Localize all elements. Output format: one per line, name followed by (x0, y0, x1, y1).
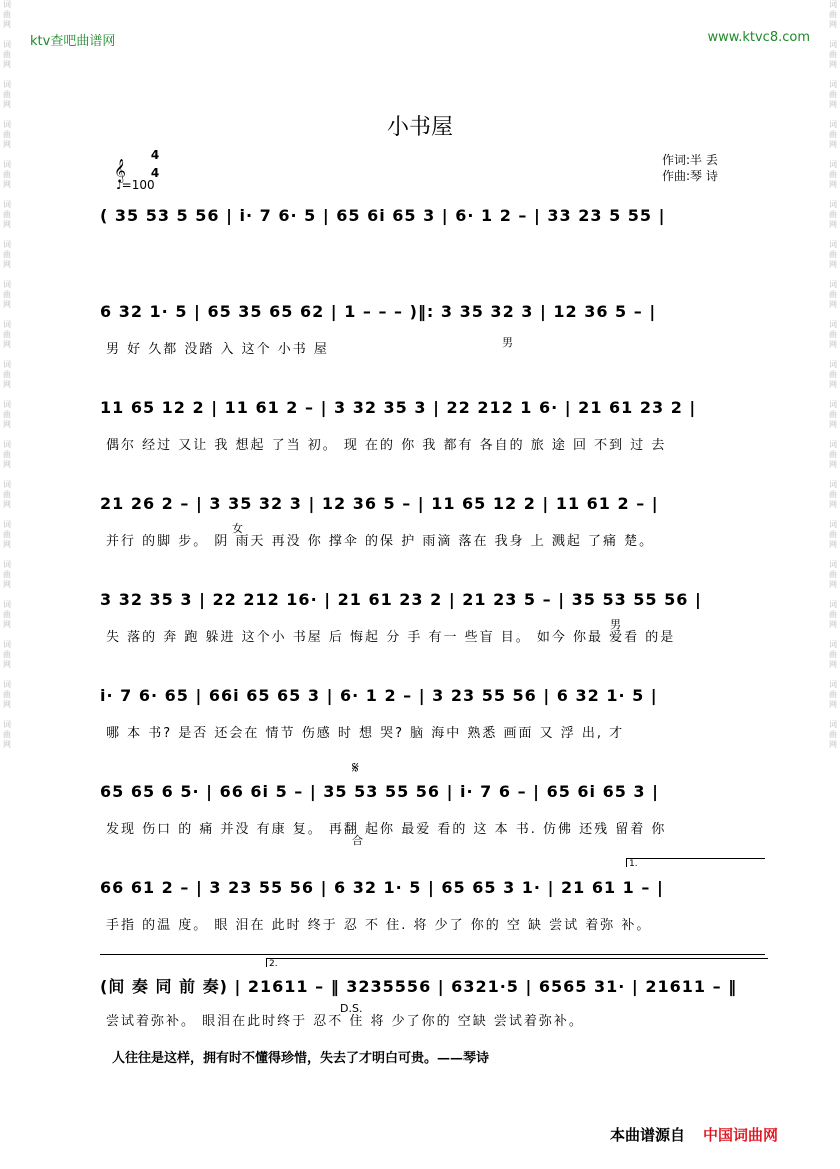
score-row (100, 758, 765, 847)
watermark-text: 词曲网 (829, 440, 837, 469)
notation: 6 32 1· 5 | 65 35 65 62 | 1 – – – )‖: 3 35 32 3 | 12 36 5 – | (100, 302, 657, 321)
watermark-text: 词曲网 (3, 520, 11, 549)
watermark-text: 词曲网 (829, 40, 837, 69)
score-row (100, 494, 765, 554)
section-divider (100, 954, 765, 955)
watermark-left (0, 0, 14, 1169)
watermark-text: 词曲网 (829, 160, 837, 189)
score-row (100, 959, 765, 1034)
watermark-text: 词曲网 (3, 600, 11, 629)
watermark-text: 词曲网 (829, 80, 837, 109)
score-row (100, 302, 765, 362)
time-sig-bottom: 4 (150, 166, 160, 180)
watermark-text: 词曲网 (3, 400, 11, 429)
watermark-text: 词曲网 (829, 280, 837, 309)
watermark-text: 词曲网 (3, 280, 11, 309)
score-row (100, 398, 765, 458)
watermark-right (826, 0, 840, 1169)
watermark-text: 词曲网 (829, 360, 837, 389)
watermark-text: 词曲网 (829, 480, 837, 509)
watermark-text: 词曲网 (3, 360, 11, 389)
lyrics: 偶尔 经过 又让 我 想起 了当 初。 现 在的 你 我 都有 各自的 旅 途 回 不到 过 去 (106, 438, 667, 453)
watermark-text: 词曲网 (829, 560, 837, 589)
lyrics: 手指 的温 度。 眼 泪在 此时 终于 忍 不 住. 将 少了 你的 空 缺 尝试 着弥 补。 (106, 918, 652, 933)
footer-quote: 人往往是这样，拥有时不懂得珍惜，失去了才明白可贵。——琴诗 (112, 1051, 490, 1066)
watermark-text: 词曲网 (829, 240, 837, 269)
male-mark: 男 (610, 618, 621, 631)
lyrics: 哪 本 书? 是否 还会在 情节 伤感 时 想 哭? 脑 海中 熟悉 画面 又 浮 出, 才 (106, 726, 625, 741)
watermark-text: 词曲网 (3, 560, 11, 589)
lyricist: 作词:半 丢 (662, 153, 718, 167)
time-sig-top: 4 (150, 148, 160, 162)
watermark-text: 词曲网 (3, 320, 11, 349)
tempo-marking: ♩=100 (116, 178, 155, 192)
score-row (100, 686, 765, 746)
lyrics: 发现 伤口 的 痛 并没 有康 复。 再翻 起你 最爱 看的 这 本 书. 仿佛 还残 留着 你 (106, 822, 667, 837)
lyrics: 并行 的脚 步。 阴 雨天 再没 你 撑伞 的保 护 雨滴 落在 我身 上 溅起 了痛 楚。 (106, 534, 655, 549)
together-mark: 合 (352, 834, 363, 847)
watermark-text: 词曲网 (3, 440, 11, 469)
treble-clef-icon: 𝄞 (114, 158, 126, 182)
watermark-text: 词曲网 (3, 480, 11, 509)
watermark-text: 词曲网 (3, 240, 11, 269)
watermark-text: 词曲网 (829, 200, 837, 229)
watermark-text: 词曲网 (3, 40, 11, 69)
watermark-text: 词曲网 (3, 640, 11, 669)
notation: 21 26 2 – | 3 35 32 3 | 12 36 5 – | 11 65 12 2 | 11 61 2 – | (100, 494, 659, 513)
header-site-left[interactable]: ktv查吧曲谱网 (30, 34, 116, 49)
watermark-text: 词曲网 (829, 120, 837, 149)
watermark-text: 词曲网 (3, 0, 11, 29)
notation: 66 61 2 – | 3 23 55 56 | 6 32 1· 5 | 65 65 3 1· | 21 61 1 – | (100, 878, 664, 897)
watermark-text: 词曲网 (829, 520, 837, 549)
watermark-text: 词曲网 (829, 400, 837, 429)
credits (662, 152, 718, 184)
notation: 3 32 35 3 | 22 212 16· | 21 61 23 2 | 21 23 5 – | 35 53 55 56 | (100, 590, 702, 609)
female-mark: 女 (232, 522, 243, 535)
watermark-text: 词曲网 (3, 120, 11, 149)
watermark-text: 词曲网 (3, 80, 11, 109)
watermark-text: 词曲网 (3, 680, 11, 709)
ds-mark: D.S. (340, 1002, 363, 1015)
lyrics: 尝试着弥补。 眼泪在此时终于 忍不 住 将 少了你的 空缺 尝试着弥补。 (106, 1014, 584, 1029)
time-signature (148, 146, 162, 182)
male-mark: 男 (502, 336, 513, 349)
score-row (100, 859, 765, 938)
score-row (100, 206, 765, 266)
notation: (间 奏 同 前 奏) | 21611 – ‖ 3235556 | 6321·5 | 6565 31· | 21611 – ‖ (100, 977, 738, 996)
header-site-right[interactable]: www.ktvc8.com (707, 30, 810, 45)
volta-second-ending: 2. (266, 958, 768, 967)
volta-first-ending: 1. (626, 858, 765, 867)
song-title: 小书屋 (386, 115, 453, 140)
watermark-text: 词曲网 (829, 600, 837, 629)
notation: ( 35 53 5 56 | i· 7 6· 5 | 65 6i 65 3 | 6· 1 2 – | 33 23 5 55 | (100, 206, 666, 225)
watermark-text: 词曲网 (3, 200, 11, 229)
source-label: 本曲谱源自 (610, 1126, 686, 1144)
watermark-text: 词曲网 (3, 160, 11, 189)
source-credit (610, 1124, 778, 1145)
notation: 11 65 12 2 | 11 61 2 – | 3 32 35 3 | 22 212 1 6· | 21 61 23 2 | (100, 398, 697, 417)
watermark-text: 词曲网 (829, 720, 837, 749)
watermark-text: 词曲网 (829, 320, 837, 349)
source-site-link[interactable]: 中国词曲网 (703, 1126, 779, 1144)
score-row (100, 590, 765, 650)
notation: i· 7 6· 65 | 66i 65 65 3 | 6· 1 2 – | 3 23 55 56 | 6 32 1· 5 | (100, 686, 658, 705)
composer: 作曲:琴 诗 (662, 169, 718, 183)
watermark-text: 词曲网 (829, 0, 837, 29)
watermark-text: 词曲网 (3, 720, 11, 749)
watermark-text: 词曲网 (829, 640, 837, 669)
lyrics: 男 好 久都 没踏 入 这个 小书 屋 (106, 342, 329, 357)
lyrics: 失 落的 奔 跑 躲进 这个小 书屋 后 悔起 分 手 有一 些盲 目。 如今 你最 爱看 的是 (106, 630, 676, 645)
segno-icon: 𝄋 (352, 758, 359, 777)
watermark-text: 词曲网 (829, 680, 837, 709)
notation: 65 65 6 5· | 66 6i 5 – | 35 53 55 56 | i· 7 6 – | 65 6i 65 3 | (100, 782, 659, 801)
